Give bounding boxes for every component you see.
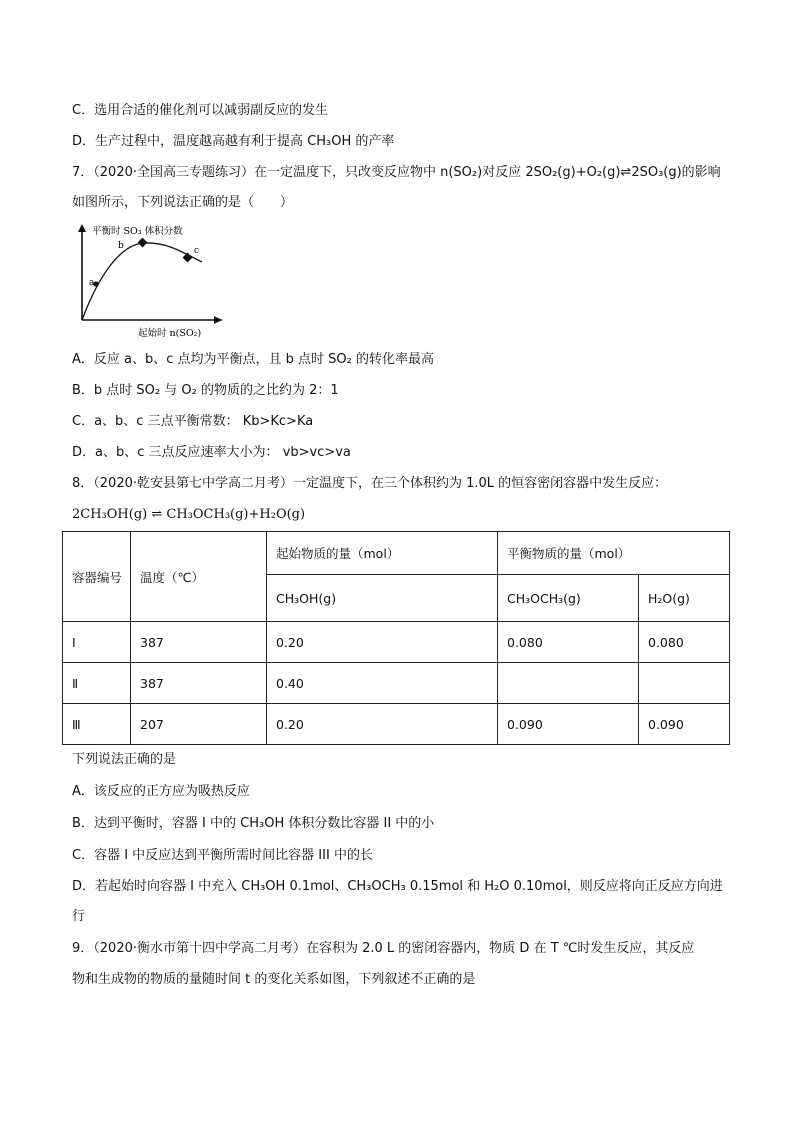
cell-h2o: 0.090 <box>639 704 730 745</box>
y-axis-label: 平衡时 SO₃ 体积分数 <box>92 226 183 237</box>
label-a: a <box>89 278 95 288</box>
header-h2o: H₂O(g) <box>639 575 730 622</box>
q8-table <box>62 531 730 745</box>
cell-h2o: 0.080 <box>639 622 730 663</box>
q7-option-b: B．b 点时 SO₂ 与 O₂ 的物质的之比约为 2：1 <box>72 383 339 398</box>
cell-id: Ⅲ <box>63 704 131 745</box>
cell-temp: 387 <box>131 663 267 704</box>
cell-h2o <box>639 663 730 704</box>
cell-temp: 387 <box>131 622 267 663</box>
q8-option-b: B．达到平衡时，容器 I 中的 CH₃OH 体积分数比容器 II 中的小 <box>72 816 435 831</box>
header-container: 容器编号 <box>63 532 131 622</box>
cell-ch3oh: 0.40 <box>267 663 498 704</box>
header-ch3och3: CH₃OCH₃(g) <box>498 575 639 622</box>
x-axis-arrow <box>214 316 222 324</box>
q6-option-d: D．生产过程中，温度越高越有利于提高 CH₃OH 的产率 <box>72 134 395 149</box>
point-b <box>138 238 148 248</box>
cell-ch3oh: 0.20 <box>267 622 498 663</box>
q8-equation: 2CH₃OH(g) ⇌ CH₃OCH₃(g)+H₂O(g) <box>72 507 306 522</box>
label-b: b <box>118 241 124 251</box>
cell-id: Ⅱ <box>63 663 131 704</box>
q8-after-table: 下列说法正确的是 <box>72 752 177 767</box>
cell-ch3och3: 0.080 <box>498 622 639 663</box>
point-c <box>183 253 193 263</box>
q9-stem-cont: 物和生成物的物质的量随时间 t 的变化关系如图，下列叙述不正确的是 <box>72 972 476 987</box>
q6-option-c: C．选用合适的催化剂可以减弱副反应的发生 <box>72 103 329 118</box>
q7-stem-cont: 如图所示，下列说法正确的是（ ） <box>72 195 294 210</box>
q7-stem: 7．（2020·全国高三专题练习）在一定温度下，只改变反应物中 n(SO₂)对反应 2SO₂(g)+O₂(g)⇌2SO₃(g)的影响 <box>72 165 721 180</box>
table-row <box>63 622 730 663</box>
curve <box>82 243 202 320</box>
header-temp: 温度（℃） <box>131 532 267 622</box>
header-ch3oh: CH₃OH(g) <box>267 575 498 622</box>
cell-id: I <box>63 622 131 663</box>
cell-ch3oh: 0.20 <box>267 704 498 745</box>
q7-option-c: C．a、b、c 三点平衡常数： Kb>Kc>Ka <box>72 414 314 429</box>
q7-option-a: A．反应 a、b、c 点均为平衡点，且 b 点时 SO₂ 的转化率最高 <box>72 352 435 367</box>
cell-temp: 207 <box>131 704 267 745</box>
cell-ch3och3 <box>498 663 639 704</box>
x-axis-label: 起始时 n(SO₂) <box>138 328 202 339</box>
header-start: 起始物质的量（mol） <box>267 532 498 575</box>
y-axis-arrow <box>78 224 86 232</box>
q8-stem: 8．（2020·乾安县第七中学高二月考）一定温度下，在三个体积约为 1.0L 的恒容密闭容器中发生反应： <box>72 476 668 491</box>
q9-stem: 9．（2020·衡水市第十四中学高二月考）在容积为 2.0 L 的密闭容器内，物质 D 在 T ℃时发生反应，其反应 <box>72 941 695 956</box>
q8-option-d-cont: 行 <box>72 909 86 924</box>
label-c: c <box>194 246 200 256</box>
q7-option-d: D．a、b、c 三点反应速率大小为： vb>vc>va <box>72 445 351 460</box>
header-eq: 平衡物质的量（mol） <box>498 532 730 575</box>
table-row <box>63 663 730 704</box>
q8-option-c: C．容器 I 中反应达到平衡所需时间比容器 III 中的长 <box>72 848 373 863</box>
q7-graph <box>72 222 222 342</box>
q8-option-d: D．若起始时向容器 I 中充入 CH₃OH 0.1mol、CH₃OCH₃ 0.15mol 和 H₂O 0.10mol，则反应将向正反应方向进 <box>72 879 723 894</box>
cell-ch3och3: 0.090 <box>498 704 639 745</box>
table-row <box>63 704 730 745</box>
q8-option-a: A．该反应的正方应为吸热反应 <box>72 784 250 799</box>
